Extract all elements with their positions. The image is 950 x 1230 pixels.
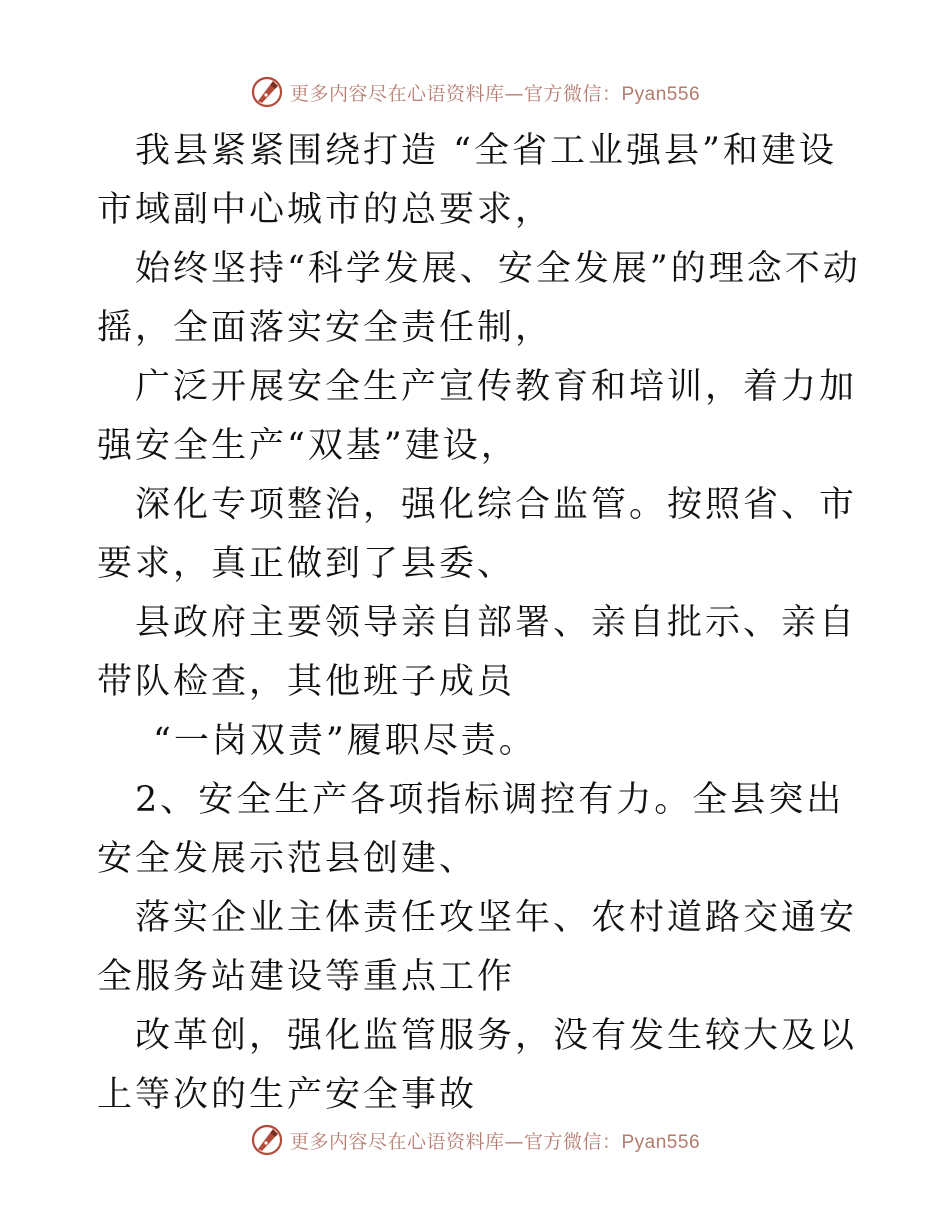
paragraph: 改革创，强化监管服务，没有发生较大及以上等次的生产安全事故	[97, 1016, 858, 1115]
paragraph: 我县紧紧围绕打造 “全省工业强县”和建设市域副中心城市的总要求，	[97, 131, 837, 230]
paragraph: 县政府主要领导亲自部署、亲自批示、亲自带队检查，其他班子成员	[97, 603, 858, 702]
header-watermark-id: Pyan556	[621, 83, 701, 105]
paragraph: 落实企业主体责任攻坚年、农村道路交通安全服务站建设等重点工作	[97, 898, 858, 997]
paragraph: 始终坚持“科学发展、安全发展”的理念不动摇，全面落实安全责任制，	[97, 249, 861, 348]
footer-watermark	[0, 1120, 950, 1160]
paragraph: 2、安全生产各项指标调控有力。全县突出安全发展示范县创建、	[97, 780, 845, 879]
document-body	[97, 122, 867, 1125]
pen-nib-logo-icon	[250, 1123, 284, 1157]
header-watermark	[0, 72, 950, 112]
footer-watermark-text: 更多内容尽在心语资料库—官方微信：	[289, 1130, 622, 1153]
paragraph: 深化专项整治，强化综合监管。按照省、市要求，真正做到了县委、	[97, 485, 858, 584]
paragraph: 广泛开展安全生产宣传教育和培训，着力加强安全生产“双基”建设，	[97, 367, 858, 466]
footer-watermark-id: Pyan556	[621, 1131, 701, 1153]
pen-nib-logo-icon	[250, 75, 284, 109]
header-watermark-text: 更多内容尽在心语资料库—官方微信：	[289, 82, 622, 105]
paragraph: “一岗双责”履职尽责。	[153, 721, 537, 761]
